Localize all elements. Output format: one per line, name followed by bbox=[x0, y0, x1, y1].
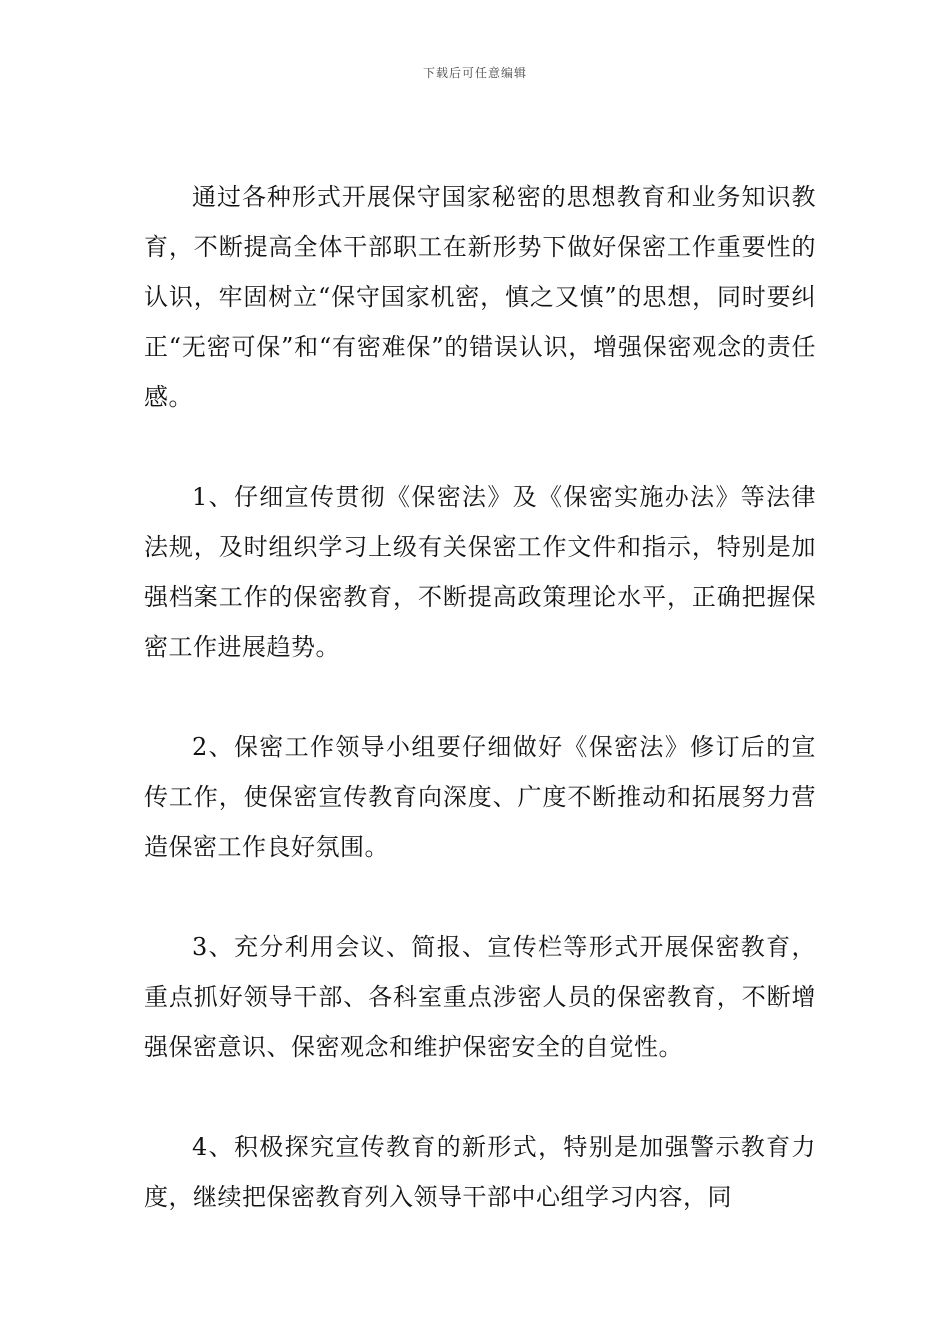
paragraph-item-2: 2、保密工作领导小组要仔细做好《保密法》修订后的宣传工作，使保密宣传教育向深度、广度不断推动和拓展努力营造保密工作良好氛围。 bbox=[144, 733, 816, 861]
page-header: 下载后可任意编辑 bbox=[422, 66, 527, 80]
paragraph-intro: 通过各种形式开展保守国家秘密的思想教育和业务知识教育，不断提高全体干部职工在新形势下做好保密工作重要性的认识，牢固树立“保守国家机密，慎之又慎”的思想，同时要纠正“无密可保”和“有密难保”的错误认识，增强保密观念的责任感。 bbox=[144, 183, 816, 411]
paragraph-item-4: 4、积极探究宣传教育的新形式，特别是加强警示教育力度，继续把保密教育列入领导干部中心组学习内容，同 bbox=[144, 1133, 816, 1211]
paragraph-item-3: 3、充分利用会议、简报、宣传栏等形式开展保密教育，重点抓好领导干部、各科室重点涉密人员的保密教育，不断增强保密意识、保密观念和维护保密安全的自觉性。 bbox=[144, 933, 816, 1061]
paragraph-item-1: 1、仔细宣传贯彻《保密法》及《保密实施办法》等法律法规，及时组织学习上级有关保密工作文件和指示，特别是加强档案工作的保密教育，不断提高政策理论水平，正确把握保密工作进展趋势。 bbox=[144, 483, 816, 661]
document-body bbox=[144, 172, 816, 1222]
